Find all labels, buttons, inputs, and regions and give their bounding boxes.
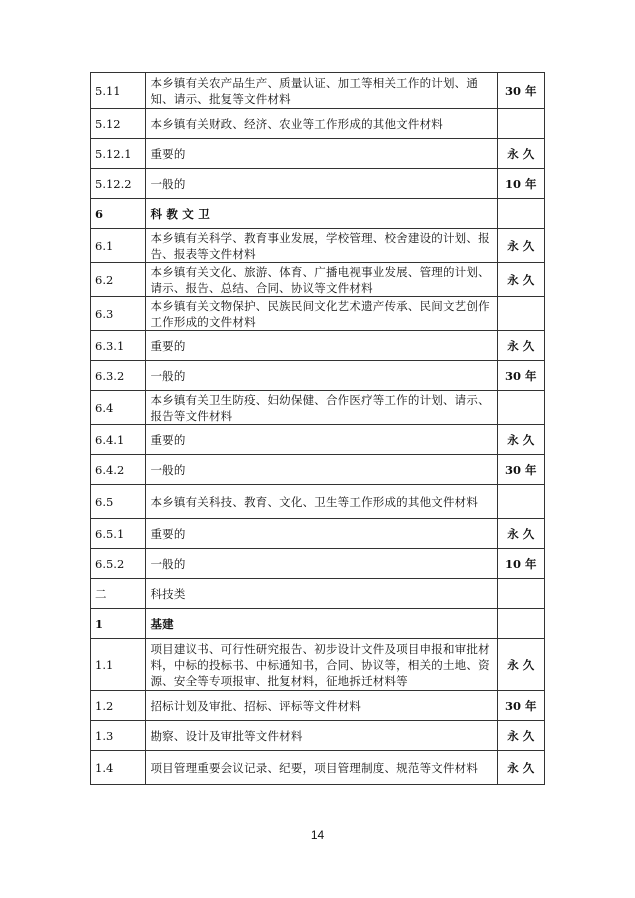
row-description: 重要的: [146, 139, 497, 169]
row-code: 6.4: [91, 391, 146, 425]
page-number: 14: [310, 828, 325, 842]
table-row: [91, 519, 545, 549]
table-row: [91, 109, 545, 139]
row-description: 勘察、设计及审批等文件材料: [146, 721, 497, 751]
row-code: 5.11: [91, 73, 146, 109]
row-description: 招标计划及审批、招标、评标等文件材料: [146, 691, 497, 721]
row-retention-period: 30 年: [497, 691, 544, 721]
row-description: 一般的: [146, 169, 497, 199]
row-code: 6.3.2: [91, 361, 146, 391]
table-row: [91, 297, 545, 331]
row-code: 6: [91, 199, 146, 229]
row-code: 6.5.2: [91, 549, 146, 579]
table-row: [91, 391, 545, 425]
row-retention-period: 永 久: [497, 519, 544, 549]
row-retention-period: 永 久: [497, 263, 544, 297]
row-code: 6.2: [91, 263, 146, 297]
row-code: 5.12.2: [91, 169, 146, 199]
row-description: 本乡镇有关科学、教育事业发展，学校管理、校舍建设的计划、报告、报表等文件材料: [146, 229, 497, 263]
row-code: 1.3: [91, 721, 146, 751]
row-description: 基建: [146, 609, 497, 639]
table-row: [91, 331, 545, 361]
row-description: 本乡镇有关农产品生产、质量认证、加工等相关工作的计划、通知、请示、批复等文件材料: [146, 73, 497, 109]
row-retention-period: 永 久: [497, 331, 544, 361]
table-row: [91, 485, 545, 519]
row-retention-period: [497, 485, 544, 519]
table-row: [91, 73, 545, 109]
row-retention-period: 10 年: [497, 169, 544, 199]
table-row: [91, 751, 545, 785]
row-retention-period: [497, 199, 544, 229]
table-row: [91, 425, 545, 455]
row-code: 6.4.2: [91, 455, 146, 485]
table-row: [91, 609, 545, 639]
table-row: [91, 199, 545, 229]
row-code: 5.12.1: [91, 139, 146, 169]
row-code: 1.4: [91, 751, 146, 785]
row-code: 1: [91, 609, 146, 639]
table-row: [91, 263, 545, 297]
row-description: 科技类: [146, 579, 497, 609]
row-code: 二: [91, 579, 146, 609]
row-retention-period: [497, 109, 544, 139]
table-row: [91, 229, 545, 263]
row-description: 一般的: [146, 549, 497, 579]
row-code: 6.1: [91, 229, 146, 263]
row-description: 本乡镇有关财政、经济、农业等工作形成的其他文件材料: [146, 109, 497, 139]
row-retention-period: [497, 391, 544, 425]
table-row: [91, 691, 545, 721]
row-retention-period: 永 久: [497, 751, 544, 785]
row-retention-period: [497, 297, 544, 331]
table-row: [91, 139, 545, 169]
row-description: 本乡镇有关科技、教育、文化、卫生等工作形成的其他文件材料: [146, 485, 497, 519]
table-row: [91, 361, 545, 391]
row-description: 项目建议书、可行性研究报告、初步设计文件及项目申报和审批材料，中标的投标书、中标通知书，合同、协议等，相关的土地、资源、安全等专项报审、批复材料，征地拆迁材料等: [146, 639, 497, 691]
table-body: [91, 73, 545, 785]
row-description: 科 教 文 卫: [146, 199, 497, 229]
table-row: [91, 549, 545, 579]
row-retention-period: 30 年: [497, 73, 544, 109]
row-description: 重要的: [146, 331, 497, 361]
row-code: 5.12: [91, 109, 146, 139]
row-code: 6.4.1: [91, 425, 146, 455]
row-description: 本乡镇有关文物保护、民族民间文化艺术遗产传承、民间文艺创作工作形成的文件材料: [146, 297, 497, 331]
row-description: 本乡镇有关卫生防疫、妇幼保健、合作医疗等工作的计划、请示、报告等文件材料: [146, 391, 497, 425]
row-description: 重要的: [146, 519, 497, 549]
row-retention-period: [497, 609, 544, 639]
row-retention-period: 永 久: [497, 721, 544, 751]
row-description: 一般的: [146, 455, 497, 485]
row-retention-period: 30 年: [497, 455, 544, 485]
table-row: [91, 639, 545, 691]
row-retention-period: [497, 579, 544, 609]
row-description: 项目管理重要会议记录、纪要，项目管理制度、规范等文件材料: [146, 751, 497, 785]
row-retention-period: 永 久: [497, 139, 544, 169]
row-code: 1.2: [91, 691, 146, 721]
row-code: 1.1: [91, 639, 146, 691]
row-retention-period: 10 年: [497, 549, 544, 579]
row-code: 6.3.1: [91, 331, 146, 361]
row-description: 一般的: [146, 361, 497, 391]
row-description: 本乡镇有关文化、旅游、体育、广播电视事业发展、管理的计划、请示、报告、总结、合同、协议等文件材料: [146, 263, 497, 297]
row-code: 6.5.1: [91, 519, 146, 549]
row-retention-period: 永 久: [497, 639, 544, 691]
row-code: 6.3: [91, 297, 146, 331]
table-row: [91, 579, 545, 609]
retention-schedule-table: [90, 72, 545, 785]
row-retention-period: 30 年: [497, 361, 544, 391]
row-code: 6.5: [91, 485, 146, 519]
row-description: 重要的: [146, 425, 497, 455]
row-retention-period: 永 久: [497, 229, 544, 263]
row-retention-period: 永 久: [497, 425, 544, 455]
table-row: [91, 169, 545, 199]
table-row: [91, 455, 545, 485]
table-row: [91, 721, 545, 751]
